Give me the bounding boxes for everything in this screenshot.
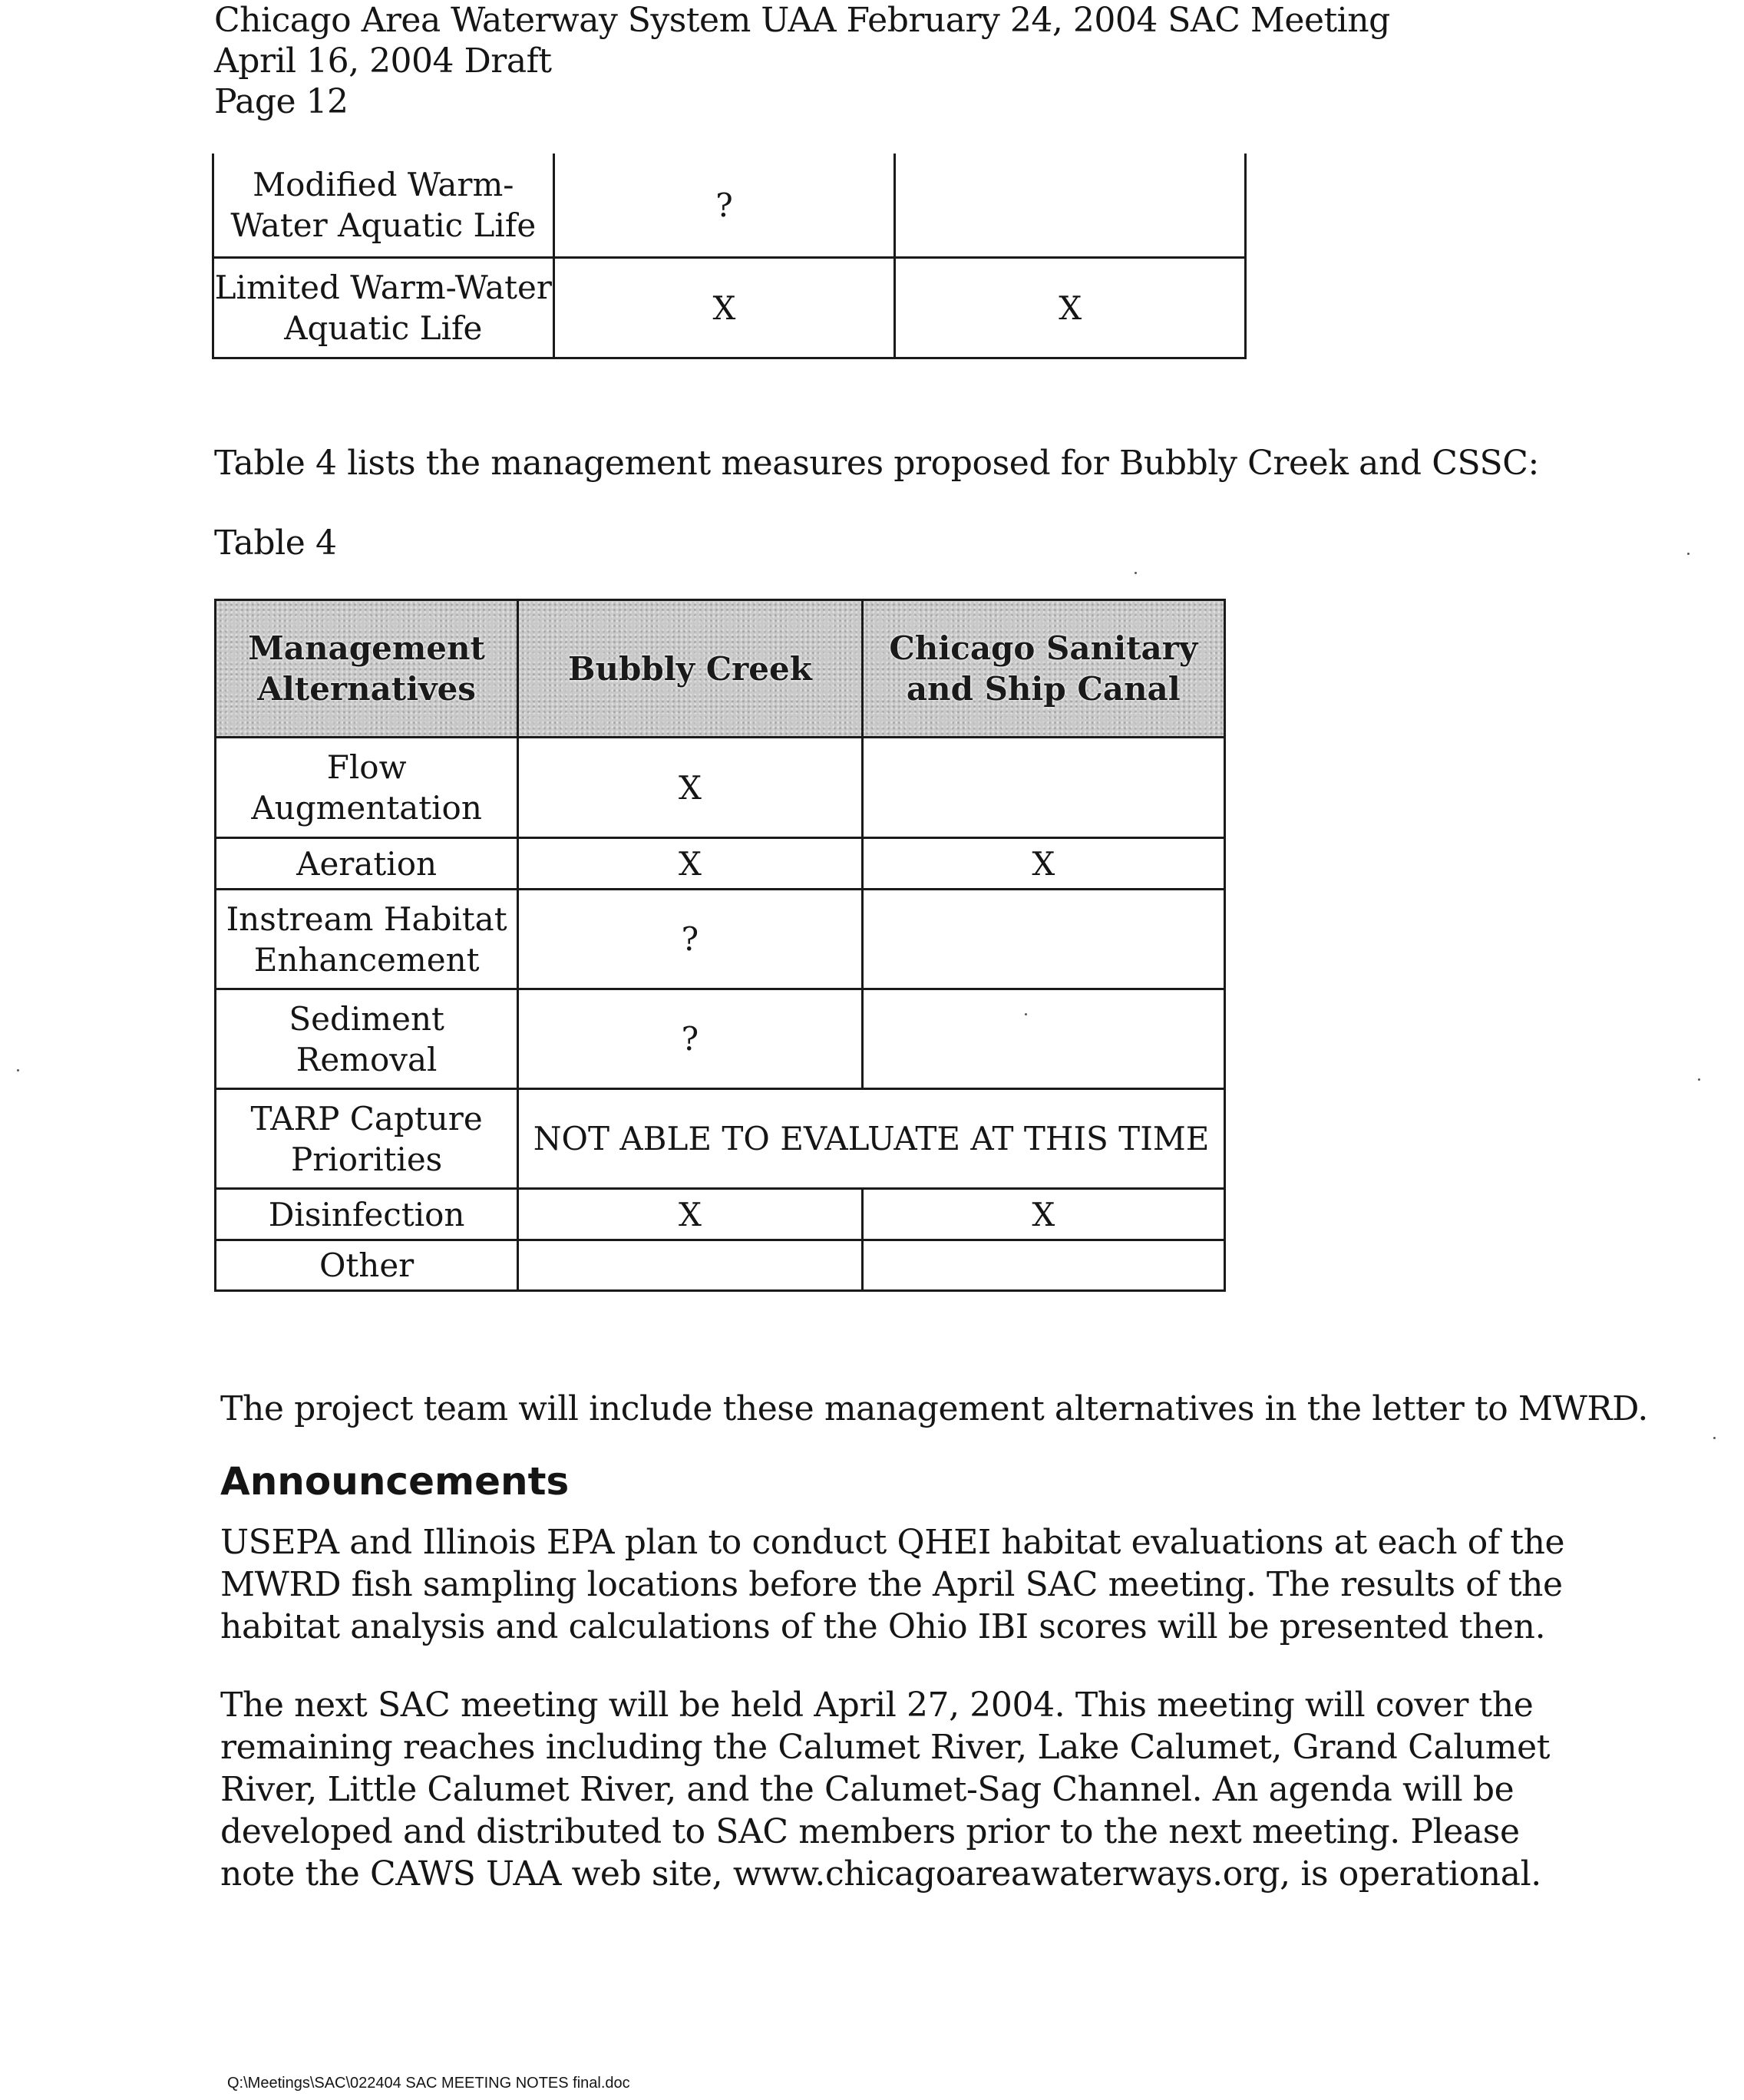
table-cell [862,890,1224,989]
table-row [216,838,1225,890]
table-cell-alternative: TARP Capture Priorities [216,1089,518,1189]
header-draft-date: April 16, 2004 Draft [214,41,552,81]
header-title: Chicago Area Waterway System UAA February 24, 2004 SAC Meeting [214,1,1390,40]
table-cell-use: Limited Warm-Water Aquatic Life [213,258,554,358]
header-page-number: Page 12 [214,82,348,121]
table-row [216,1089,1225,1189]
table-cell: ? [518,989,862,1089]
table-cell: X [518,738,862,838]
table-cell: X [895,258,1246,358]
scan-speck [1135,572,1137,574]
table-header-cell: Bubbly Creek [518,600,862,738]
table-cell-alternative: Instream Habitat Enhancement [216,890,518,989]
table-4 [214,599,1226,1292]
announcements-paragraph-1: USEPA and Illinois EPA plan to conduct QHEI habitat evaluations at each of the MWRD fish sampling locations before the April SAC meeting. The results of the habitat analysis and calculations of the Ohio IBI scores will be presented then. [220,1523,1565,1646]
table-cell: X [862,1189,1224,1240]
table-header-row [216,600,1225,738]
after-table-text: The project team will include these management alternatives in the letter to MWRD. [220,1389,1649,1428]
table-row [216,1240,1225,1291]
table-cell-merged-note: NOT ABLE TO EVALUATE AT THIS TIME [518,1089,1225,1189]
table-4-label: Table 4 [214,523,337,563]
table-cell-alternative: Sediment Removal [216,989,518,1089]
table-cell: ? [518,890,862,989]
scan-speck [1025,1013,1027,1015]
page-header [214,0,1390,122]
table-cell: X [518,838,862,890]
table-row [216,989,1225,1089]
table-cell-alternative: Aeration [216,838,518,890]
table-row [213,258,1246,358]
table-row [216,738,1225,838]
scan-speck [1687,553,1690,555]
scan-speck [1713,1437,1716,1439]
scan-speck [1698,1078,1700,1081]
scan-speck [17,1069,19,1071]
table-row [213,154,1246,258]
table-cell: ? [553,154,895,258]
table-header-cell: Management Alternatives [216,600,518,738]
table-cell: X [862,838,1224,890]
table-cell [862,989,1224,1089]
table-cell-alternative: Disinfection [216,1189,518,1240]
footer-file-path: Q:\Meetings\SAC\022404 SAC MEETING NOTES final.doc [227,2075,630,2092]
table-cell: X [553,258,895,358]
table-header-cell: Chicago Sanitary and Ship Canal [862,600,1224,738]
table-row [216,890,1225,989]
table-cell [862,738,1224,838]
table-3-continued [212,154,1247,359]
table-cell-alternative: Other [216,1240,518,1291]
announcements-paragraph-2: The next SAC meeting will be held April 27, 2004. This meeting will cover the remaining reaches including the Calumet River, Lake Calumet, Grand Calumet River, Little Calumet River, and the Calumet-Sag Channel. An agenda will be developed and distributed to SAC members prior to the next meeting. Please note the CAWS UAA web site, www.chicagoareawaterways.org, is operational. [220,1686,1551,1894]
table-4-intro: Table 4 lists the management measures proposed for Bubbly Creek and CSSC: [214,444,1539,483]
table-cell-alternative: Flow Augmentation [216,738,518,838]
announcements-heading: Announcements [220,1459,570,1504]
table-cell: X [518,1189,862,1240]
table-cell [895,154,1246,258]
table-cell [862,1240,1224,1291]
table-row [216,1189,1225,1240]
table-cell [518,1240,862,1291]
table-cell-use: Modified Warm-Water Aquatic Life [213,154,554,258]
